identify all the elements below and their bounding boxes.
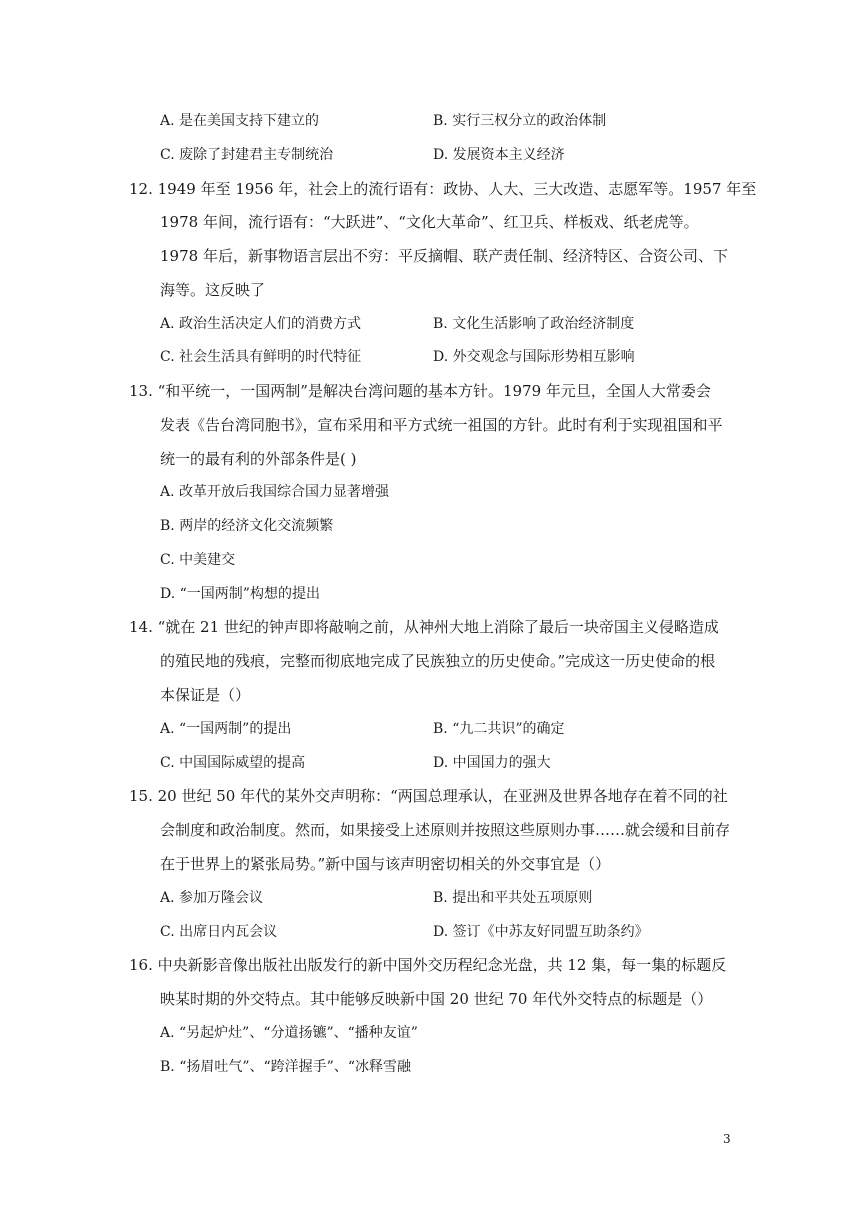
q14-option-a: A. “一国两制”的提出: [160, 721, 292, 737]
q12-option-d: D. 外交观念与国际形势相互影响: [433, 349, 635, 365]
q16-stem-line-1: 16. 中央新影音像出版社出版发行的新中国外交历程纪念光盘，共 12 集，每一集的标题反: [129, 956, 727, 974]
q14-stem-line-1: 14. “就在 21 世纪的钟声即将敲响之前，从神州大地上消除了最后一块帝国主义侵略造成: [129, 618, 719, 636]
q11-option-d: D. 发展资本主义经济: [433, 147, 565, 163]
q14-stem-line-3: 本保证是（）: [160, 686, 251, 704]
q13-option-a: A. 改革开放后我国综合国力显著增强: [160, 484, 390, 500]
q14-option-d: D. 中国国力的强大: [433, 755, 551, 771]
q14-option-c: C. 中国国际威望的提高: [160, 755, 306, 771]
q16-option-a: A. “另起炉灶”、“分道扬镳”、“播种友谊”: [160, 1025, 418, 1041]
q12-stem-line-2: 1978 年间，流行语有：“大跃进”、“文化大革命”、红卫兵、样板戏、纸老虎等。: [160, 213, 699, 231]
q15-stem-line-3: 在于世界上的紧张局势。”新中国与该声明密切相关的外交事宜是（）: [160, 855, 611, 873]
q13-option-c: C. 中美建交: [160, 552, 236, 568]
q11-option-b: B. 实行三权分立的政治体制: [433, 113, 607, 129]
q15-option-d: D. 签订《中苏友好同盟互助条约》: [433, 924, 649, 940]
q15-option-b: B. 提出和平共处五项原则: [433, 890, 593, 906]
q15-option-a: A. 参加万隆会议: [160, 890, 264, 906]
q11-option-a: A. 是在美国支持下建立的: [160, 113, 320, 129]
q11-option-c: C. 废除了封建君主专制统治: [160, 147, 334, 163]
q13-option-b: B. 两岸的经济文化交流频繁: [160, 518, 334, 534]
q13-option-d: D. “一国两制”构想的提出: [160, 586, 320, 602]
page-number: 3: [723, 1132, 731, 1146]
q15-stem-line-1: 15. 20 世纪 50 年代的某外交声明称：“两国总理承认，在亚洲及世界各地存在着不同的社: [129, 787, 728, 805]
q12-option-c: C. 社会生活具有鲜明的时代特征: [160, 349, 362, 365]
q15-option-c: C. 出席日内瓦会议: [160, 924, 278, 940]
q12-stem-line-1: 12. 1949 年至 1956 年，社会上的流行语有：政协、人大、三大改造、志愿军等。1957 年至: [129, 180, 757, 198]
q13-stem-line-2: 发表《告台湾同胞书》，宣布采用和平方式统一祖国的方针。此时有利于实现祖国和平: [160, 416, 723, 434]
q14-stem-line-2: 的殖民地的残痕，完整而彻底地完成了民族独立的历史使命。”完成这一历史使命的根: [160, 652, 716, 670]
q12-option-a: A. 政治生活决定人们的消费方式: [160, 316, 362, 332]
q12-stem-line-3: 1978 年后，新事物语言层出不穷：平反摘帽、联产责任制、经济特区、合资公司、下: [160, 247, 728, 265]
q12-stem-line-4: 海等。这反映了: [160, 281, 266, 299]
q13-stem-line-1: 13. “和平统一，一国两制”是解决台湾问题的基本方针。1979 年元旦，全国人大常委会: [129, 382, 711, 400]
q12-option-b: B. 文化生活影响了政治经济制度: [433, 316, 635, 332]
q15-stem-line-2: 会制度和政治制度。然而，如果接受上述原则并按照这些原则办事……就会缓和目前存: [160, 821, 731, 839]
q13-stem-line-3: 统一的最有利的外部条件是( ): [160, 450, 357, 468]
q16-option-b: B. “扬眉吐气”、“跨洋握手”、“冰释雪融: [160, 1059, 411, 1075]
q16-stem-line-2: 映某时期的外交特点。其中能够反映新中国 20 世纪 70 年代外交特点的标题是（）: [160, 990, 713, 1008]
q14-option-b: B. “九二共识”的确定: [433, 721, 565, 737]
